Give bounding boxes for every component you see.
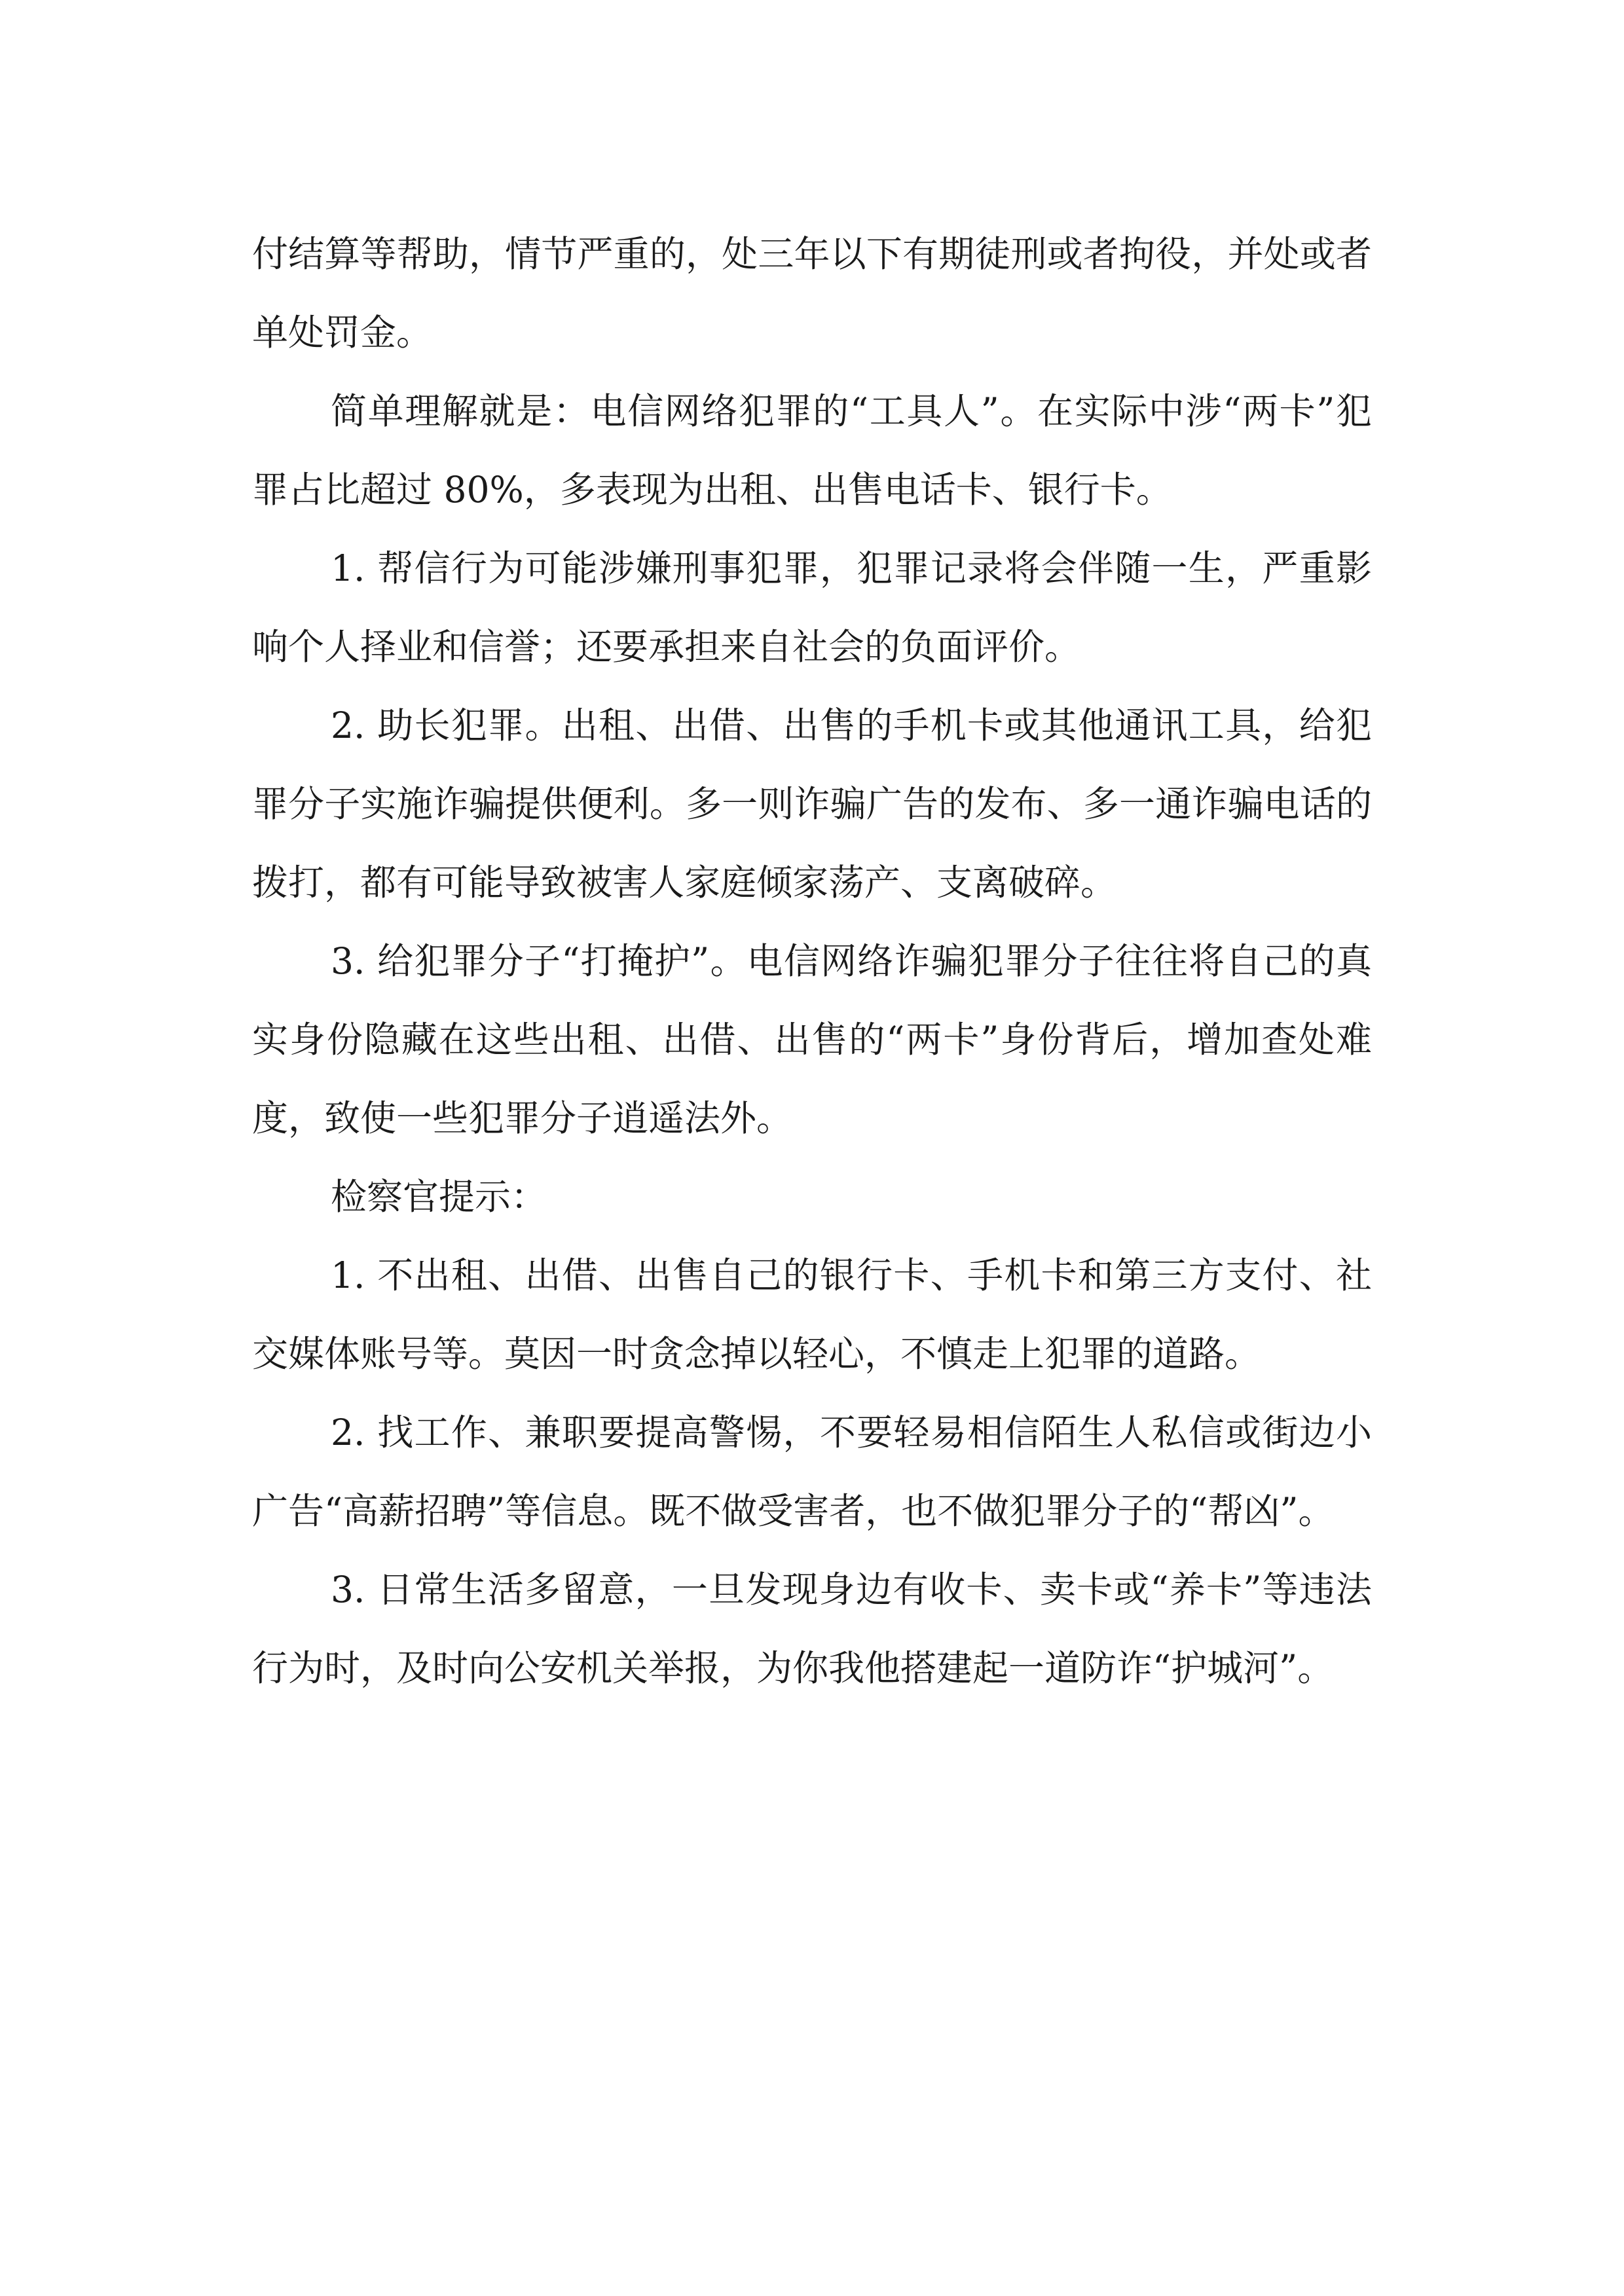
paragraph-harm-3-cover-for-criminals: 3. 给犯罪分子“打掩护”。电信网络诈骗犯罪分子往往将自己的真实身份隐藏在这些出租、出借、出售的“两卡”身份背后，增加查处难度，致使一些犯罪分子逍遥法外。 xyxy=(252,940,1372,1139)
paragraph-tip-3-report-illegal: 3. 日常生活多留意，一旦发现身边有收卡、卖卡或“养卡”等违法行为时，及时向公安机关举报，为你我他搭建起一道防诈“护城河”。 xyxy=(252,1569,1372,1689)
prosecutor-tips-heading: 检察官提示： xyxy=(331,1176,547,1218)
body-text xyxy=(252,215,1372,1707)
paragraph-penalty-continuation: 付结算等帮助，情节严重的，处三年以下有期徒刑或者拘役，并处或者单处罚金。 xyxy=(252,233,1372,354)
paragraph-harm-2-aiding-crime: 2. 助长犯罪。出租、出借、出售的手机卡或其他通讯工具，给犯罪分子实施诈骗提供便利。多一则诈骗广告的发布、多一通诈骗电话的拨打，都有可能导致被害人家庭倾家荡产、支离破碎。 xyxy=(252,704,1372,903)
paragraph-tool-person-explanation: 简单理解就是：电信网络犯罪的“工具人”。在实际中涉“两卡”犯罪占比超过 80%，多表现为出租、出售电话卡、银行卡。 xyxy=(252,390,1372,511)
paragraph-harm-1-criminal-record: 1. 帮信行为可能涉嫌刑事犯罪，犯罪记录将会伴随一生，严重影响个人择业和信誉；还要承担来自社会的负面评价。 xyxy=(252,547,1372,668)
paragraph-tip-2-job-vigilance: 2. 找工作、兼职要提高警惕，不要轻易相信陌生人私信或街边小广告“高薪招聘”等信息。既不做受害者，也不做犯罪分子的“帮凶”。 xyxy=(252,1412,1372,1532)
paragraph-tip-1-no-renting-cards: 1. 不出租、出借、出售自己的银行卡、手机卡和第三方支付、社交媒体账号等。莫因一时贪念掉以轻心，不慎走上犯罪的道路。 xyxy=(252,1254,1372,1375)
